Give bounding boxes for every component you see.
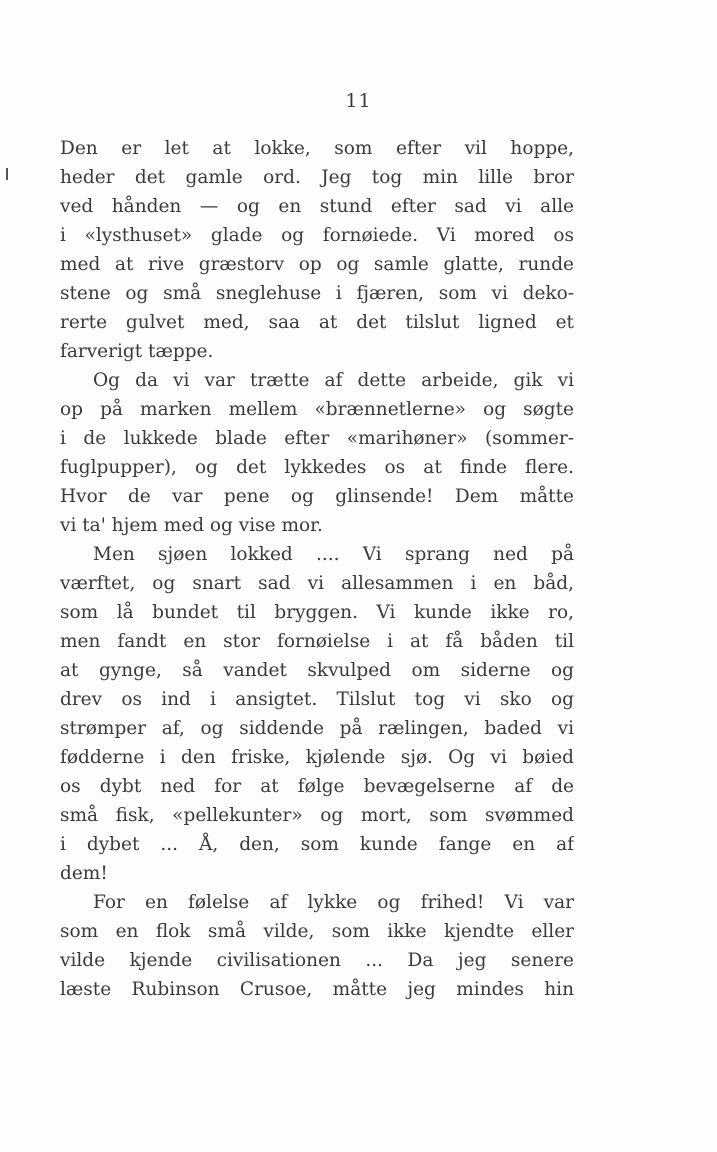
text-line: Hvor de var pene og glinsende! Dem måtte — [60, 486, 574, 507]
text-line: os dybt ned for at følge bevægelserne af de — [60, 776, 574, 797]
text-line: at gynge, så vandet skvulped om siderne og — [60, 660, 574, 681]
text-line: med at rive græstorv op og samle glatte, runde — [60, 254, 574, 275]
text-line: farverigt tæppe. — [60, 341, 214, 362]
margin-mark — [6, 168, 8, 180]
text-line: Men sjøen lokked .... Vi sprang ned på — [93, 544, 574, 565]
text-line: i de lukkede blade efter «marihøner» (sommer- — [60, 428, 574, 449]
text-line: ved hånden — og en stund efter sad vi alle — [60, 196, 574, 217]
text-line: i dybet ... Å, den, som kunde fange en af — [60, 834, 574, 855]
text-line: fødderne i den friske, kjølende sjø. Og vi bøied — [60, 747, 574, 768]
page-number: 11 — [345, 90, 372, 112]
text-line: drev os ind i ansigtet. Tilslut tog vi sko og — [60, 689, 574, 710]
text-line: læste Rubinson Crusoe, måtte jeg mindes hin — [60, 979, 574, 1000]
text-line: fuglpupper), og det lykkedes os at finde flere. — [60, 457, 574, 478]
text-line: men fandt en stor fornøielse i at få båden til — [60, 631, 574, 652]
text-line: vilde kjende civilisationen ... Da jeg senere — [60, 950, 574, 971]
text-line: strømper af, og siddende på rælingen, baded vi — [60, 718, 574, 739]
text-line: dem! — [60, 863, 108, 884]
text-line: heder det gamle ord. Jeg tog min lille bror — [60, 167, 574, 188]
text-line: stene og små sneglehuse i fjæren, som vi deko- — [60, 283, 574, 304]
text-line: værftet, og snart sad vi allesammen i en båd, — [60, 573, 574, 594]
text-line: Og da vi var trætte af dette arbeide, gik vi — [93, 370, 574, 391]
text-line: som lå bundet til bryggen. Vi kunde ikke ro, — [60, 602, 574, 623]
text-line: op på marken mellem «brænnetlerne» og søgte — [60, 399, 574, 420]
body-text — [60, 134, 574, 1004]
text-line: som en flok små vilde, som ikke kjendte eller — [60, 921, 574, 942]
text-line: rerte gulvet med, saa at det tilslut ligned et — [60, 312, 574, 333]
text-line: små fisk, «pellekunter» og mort, som svømmed — [60, 805, 574, 826]
text-line: Den er let at lokke, som efter vil hoppe, — [60, 138, 574, 159]
text-line: For en følelse af lykke og frihed! Vi var — [93, 892, 574, 913]
text-line: i «lysthuset» glade og fornøiede. Vi mored os — [60, 225, 574, 246]
text-line: vi ta' hjem med og vise mor. — [60, 515, 323, 536]
